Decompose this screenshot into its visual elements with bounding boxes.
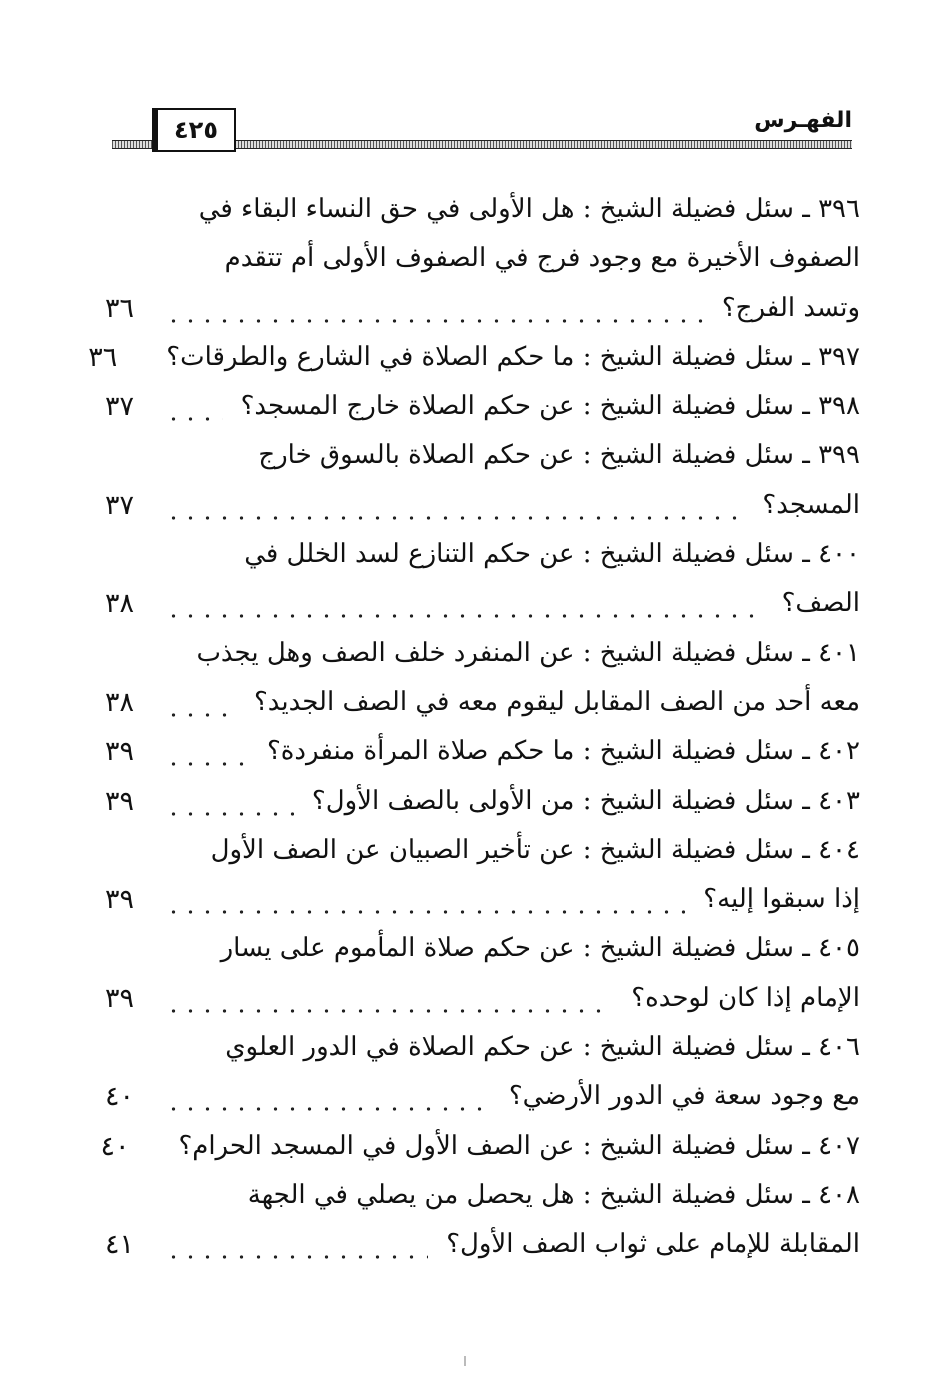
toc-line <box>105 1220 860 1269</box>
toc-entry <box>105 1023 860 1122</box>
entry-text: ٤٠١ ـ سئل فضيلة الشيخ : عن المنفرد خلف الصف وهل يجذب <box>196 637 860 668</box>
entry-text: إذا سبقوا إليه؟ <box>703 884 860 915</box>
toc-entry <box>105 382 860 431</box>
toc-entry <box>105 629 860 728</box>
entry-text: مع وجود سعة في الدور الأرضي؟ <box>508 1081 860 1112</box>
toc-line <box>105 974 860 1023</box>
toc-line <box>100 1122 860 1171</box>
entry-text: ٤٠٣ ـ سئل فضيلة الشيخ : من الأولى بالصف الأول؟ <box>311 785 860 816</box>
entry-text: الصفوف الأخيرة مع وجود فرج في الصفوف الأولى أم تتقدم <box>224 243 860 274</box>
toc-line <box>105 481 860 530</box>
entry-page-number: ٣٩ <box>105 982 135 1014</box>
entry-text: المقابلة للإمام على ثواب الصف الأول؟ <box>446 1229 860 1260</box>
toc-line <box>105 875 860 924</box>
page-header <box>112 104 852 152</box>
entry-page-number: ٣٦ <box>88 341 118 373</box>
toc-line <box>105 185 860 234</box>
toc-line <box>105 284 860 333</box>
entry-text: ٤٠٦ ـ سئل فضيلة الشيخ : عن حكم الصلاة في الدور العلوي <box>225 1032 860 1063</box>
entry-text: وتسد الفرج؟ <box>721 292 860 323</box>
page-mark <box>464 1356 466 1366</box>
toc-entry <box>105 826 860 925</box>
entry-page-number: ٤١ <box>105 1229 135 1261</box>
toc-line <box>105 431 860 480</box>
toc-line <box>105 1072 860 1121</box>
entry-page-number: ٣٧ <box>105 489 135 521</box>
entry-page-number: ٤٠ <box>100 1130 130 1162</box>
toc-entry <box>105 185 860 333</box>
dot-leader <box>165 974 613 1023</box>
entry-page-number: ٣٩ <box>105 884 135 916</box>
toc-line <box>105 629 860 678</box>
toc-entry <box>100 1122 860 1171</box>
page-title: الفهـرس <box>754 108 852 133</box>
toc-line <box>105 382 860 431</box>
toc-line <box>88 333 860 382</box>
entry-page-number: ٣٦ <box>105 292 135 324</box>
entry-page-number: ٣٧ <box>105 391 135 423</box>
dot-leader <box>165 382 223 431</box>
entry-text: ٤٠٨ ـ سئل فضيلة الشيخ : هل يحصل من يصلي في الجهة <box>247 1179 860 1210</box>
entry-page-number: ٣٨ <box>105 686 135 718</box>
entry-text: الصف؟ <box>781 588 860 619</box>
entry-text: ٣٩٧ ـ سئل فضيلة الشيخ : ما حكم الصلاة في الشارع والطرقات؟ <box>166 341 860 372</box>
toc-entry <box>105 1171 860 1270</box>
entry-text: ٣٩٩ ـ سئل فضيلة الشيخ : عن حكم الصلاة بالسوق خارج <box>258 440 860 471</box>
entry-text: الإمام إذا كان لوحده؟ <box>631 982 860 1013</box>
toc-line <box>105 234 860 283</box>
toc-entry <box>105 727 860 776</box>
entry-text: ٤٠٤ ـ سئل فضيلة الشيخ : عن تأخير الصبيان عن الصف الأول <box>210 834 860 865</box>
dot-leader <box>165 727 249 776</box>
page-number: ٤٢٥ <box>152 108 236 152</box>
toc-entry <box>105 431 860 530</box>
dot-leader <box>165 1072 491 1121</box>
dot-leader <box>165 678 236 727</box>
entry-text: ٤٠٢ ـ سئل فضيلة الشيخ : ما حكم صلاة المرأة منفردة؟ <box>266 736 860 767</box>
toc-entry <box>88 333 860 382</box>
toc-entry <box>105 924 860 1023</box>
dot-leader <box>165 1220 428 1269</box>
dot-leader <box>165 284 704 333</box>
entry-text: المسجد؟ <box>762 489 860 520</box>
toc-line <box>105 777 860 826</box>
toc-line <box>105 530 860 579</box>
entry-page-number: ٤٠ <box>105 1081 135 1113</box>
entry-page-number: ٣٨ <box>105 588 135 620</box>
toc-entry <box>105 530 860 629</box>
toc-entry <box>105 777 860 826</box>
entry-text: ٣٩٨ ـ سئل فضيلة الشيخ : عن حكم الصلاة خارج المسجد؟ <box>240 391 860 422</box>
toc-line <box>105 826 860 875</box>
entry-text: ٤٠٠ ـ سئل فضيلة الشيخ : عن حكم التنازع لسد الخلل في <box>244 539 860 570</box>
table-of-contents <box>88 185 860 1270</box>
toc-line <box>105 1023 860 1072</box>
toc-line <box>105 678 860 727</box>
entry-page-number: ٣٩ <box>105 785 135 817</box>
entry-text: ٣٩٦ ـ سئل فضيلة الشيخ : هل الأولى في حق النساء البقاء في <box>198 194 860 224</box>
toc-line <box>105 579 860 628</box>
toc-line <box>105 924 860 973</box>
entry-text: ٤٠٥ ـ سئل فضيلة الشيخ : عن حكم صلاة المأموم على يسار <box>220 933 860 964</box>
entry-text: معه أحد من الصف المقابل ليقوم معه في الصف الجديد؟ <box>253 686 860 717</box>
dot-leader <box>165 777 294 826</box>
dot-leader <box>165 875 685 924</box>
toc-line <box>105 1171 860 1220</box>
entry-page-number: ٣٩ <box>105 736 135 768</box>
dot-leader <box>165 481 744 530</box>
dot-leader <box>165 579 764 628</box>
entry-text: ٤٠٧ ـ سئل فضيلة الشيخ : عن الصف الأول في المسجد الحرام؟ <box>178 1130 860 1161</box>
toc-line <box>105 727 860 776</box>
